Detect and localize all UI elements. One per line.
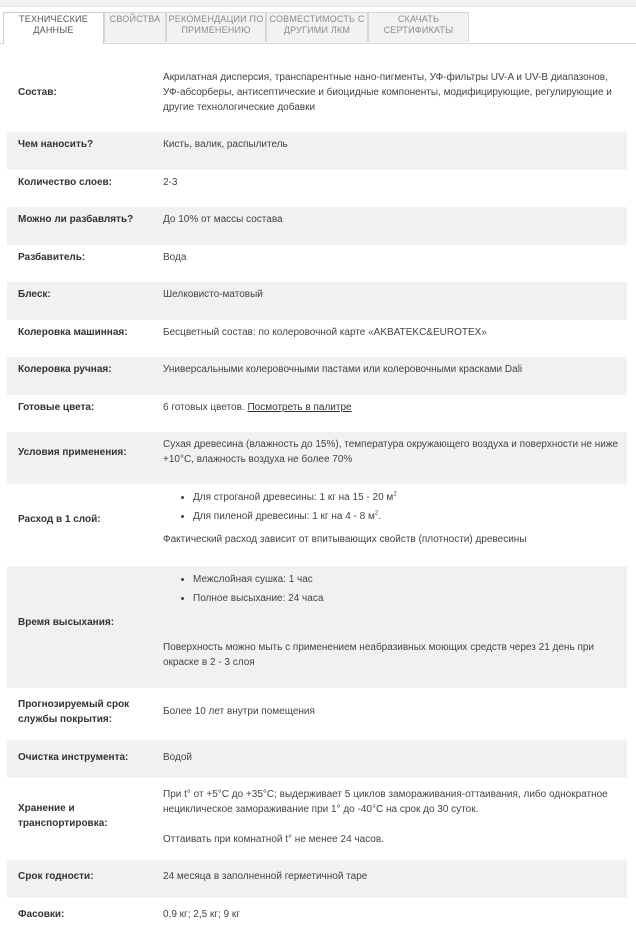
top-bar — [0, 0, 636, 7]
spec-label: Состав: — [18, 87, 57, 98]
tab-properties[interactable] — [104, 12, 166, 42]
tab-technical-data[interactable] — [3, 12, 104, 44]
spec-value: 24 месяца в заполненной герметичной таре — [163, 871, 368, 882]
spec-label: Хранение и транспортировка: — [18, 803, 108, 829]
table-row — [7, 207, 627, 245]
spec-value: Сухая древесина (влажность до 15%), температура окружающего воздуха и поверхности не ниже +10°С, влажность воздуха не более 70% — [163, 439, 619, 465]
spec-value: Бесцветный состав: по колеровочной карте «AKBATEKC&EUROTEX» — [163, 327, 487, 338]
consumption-note: Фактический расход зависит от впитывающих свойств (плотности) древесины — [163, 534, 527, 545]
spec-value — [163, 400, 621, 415]
table-row — [7, 740, 627, 778]
table-row — [7, 484, 627, 566]
tab-label: ТЕХНИЧЕСКИЕ ДАННЫЕ — [19, 14, 88, 35]
superscript: 2 — [374, 510, 379, 517]
list-item-text: Для строганой древесины: 1 кг на 15 - 20 м — [193, 492, 394, 503]
table-row — [7, 170, 627, 206]
spec-value: 0,9 кг; 2,5 кг; 9 кг — [163, 909, 240, 920]
tab-label: РЕКОМЕНДАЦИИ ПО ПРИМЕНЕНИЮ — [168, 14, 264, 35]
spec-value — [163, 490, 621, 547]
tab-label: СВОЙСТВА — [109, 14, 161, 24]
table-row — [7, 688, 627, 740]
table-row — [7, 357, 627, 395]
spec-label: Чем наносить? — [18, 139, 94, 150]
list-item-punct: . — [378, 511, 382, 522]
tab-bar — [0, 12, 636, 44]
list-item: • Межслойная сушка: 1 час — [193, 572, 621, 587]
superscript: 2 — [393, 491, 397, 498]
spec-value: Акрилатная дисперсия, транспарентные нано-пигменты, УФ-фильтры UV-A и UV-B диапазонов, УФ-абсорберы, антисептические и биоцидные компоненты, модифицирующие, регулирующие и другие технологические добавки — [163, 72, 612, 113]
spec-label: Разбавитель: — [18, 252, 86, 263]
spec-value: Кисть, валик, распылитель — [163, 139, 288, 150]
consumption-list — [163, 490, 621, 524]
ready-colors-text: 6 готовых цветов. — [163, 402, 245, 413]
table-row — [7, 566, 627, 688]
spec-label: Расход в 1 слой: — [18, 514, 101, 525]
palette-link[interactable]: Посмотреть в палитре — [247, 402, 352, 413]
spec-label: Фасовки: — [18, 909, 65, 920]
spec-label: Условия применения: — [18, 447, 127, 458]
table-row — [7, 245, 627, 282]
spec-label: Колеровка ручная: — [18, 364, 112, 375]
tab-compatibility[interactable] — [266, 12, 368, 42]
spec-label: Срок годности: — [18, 871, 94, 882]
tab-label: СКАЧАТЬ СЕРТИФИКАТЫ — [383, 14, 454, 35]
table-row — [7, 432, 627, 484]
spec-value — [163, 787, 621, 847]
spec-label: Очистка инструмента: — [18, 752, 129, 763]
spec-value: До 10% от массы состава — [163, 214, 283, 225]
spec-label: Блеск: — [18, 289, 51, 300]
spec-label: Колеровка машинная: — [18, 327, 128, 338]
spec-label: Готовые цвета: — [18, 402, 95, 413]
drying-list — [163, 572, 621, 606]
list-item-text: Для пиленой древесины: 1 кг на 4 - 8 м — [193, 511, 375, 522]
table-row — [7, 778, 627, 860]
drying-note: Поверхность можно мыть с применением неабразивных моющих средств через 21 день при окраске в 2 - 3 слоя — [163, 642, 595, 668]
spec-value: 2-3 — [163, 177, 178, 188]
spec-value: Универсальными колеровочными пастами или колеровочными красками Dali — [163, 364, 523, 375]
spec-value: Вода — [163, 252, 187, 263]
table-row — [7, 282, 627, 320]
spec-value: Более 10 лет внутри помещения — [163, 706, 315, 717]
table-row — [7, 60, 627, 130]
spec-label: Количество слоев: — [18, 177, 112, 188]
table-row — [7, 860, 627, 898]
table-row — [7, 395, 627, 432]
spec-label: Прогнозируемый срок службы покрытия: — [18, 699, 130, 725]
list-item: • Полное высыхание: 24 часа — [193, 591, 621, 606]
spec-value: Шелковисто-матовый — [163, 289, 263, 300]
tab-download-certificates[interactable] — [368, 12, 469, 42]
tab-label: СОВМЕСТИМОСТЬ С ДРУГИМИ ЛКМ — [269, 14, 365, 35]
spec-value — [163, 572, 621, 670]
spec-label: Время высыхания: — [18, 617, 115, 628]
table-row — [7, 320, 627, 357]
spec-label: Можно ли разбавлять? — [18, 214, 134, 225]
list-item — [193, 490, 621, 505]
storage-note: Оттаивать при комнатной t° не менее 24 часов. — [163, 834, 384, 845]
storage-text: При t° от +5°С до +35°С; выдерживает 5 циклов замораживания-оттаивания, либо однократное нециклическое замораживание при 1° до -40°С на срок до 30 суток. — [163, 789, 608, 815]
table-row — [7, 132, 627, 170]
list-item — [193, 509, 621, 524]
tab-recommendations[interactable] — [166, 12, 266, 42]
table-row — [7, 898, 627, 932]
spec-value: Водой — [163, 752, 192, 763]
